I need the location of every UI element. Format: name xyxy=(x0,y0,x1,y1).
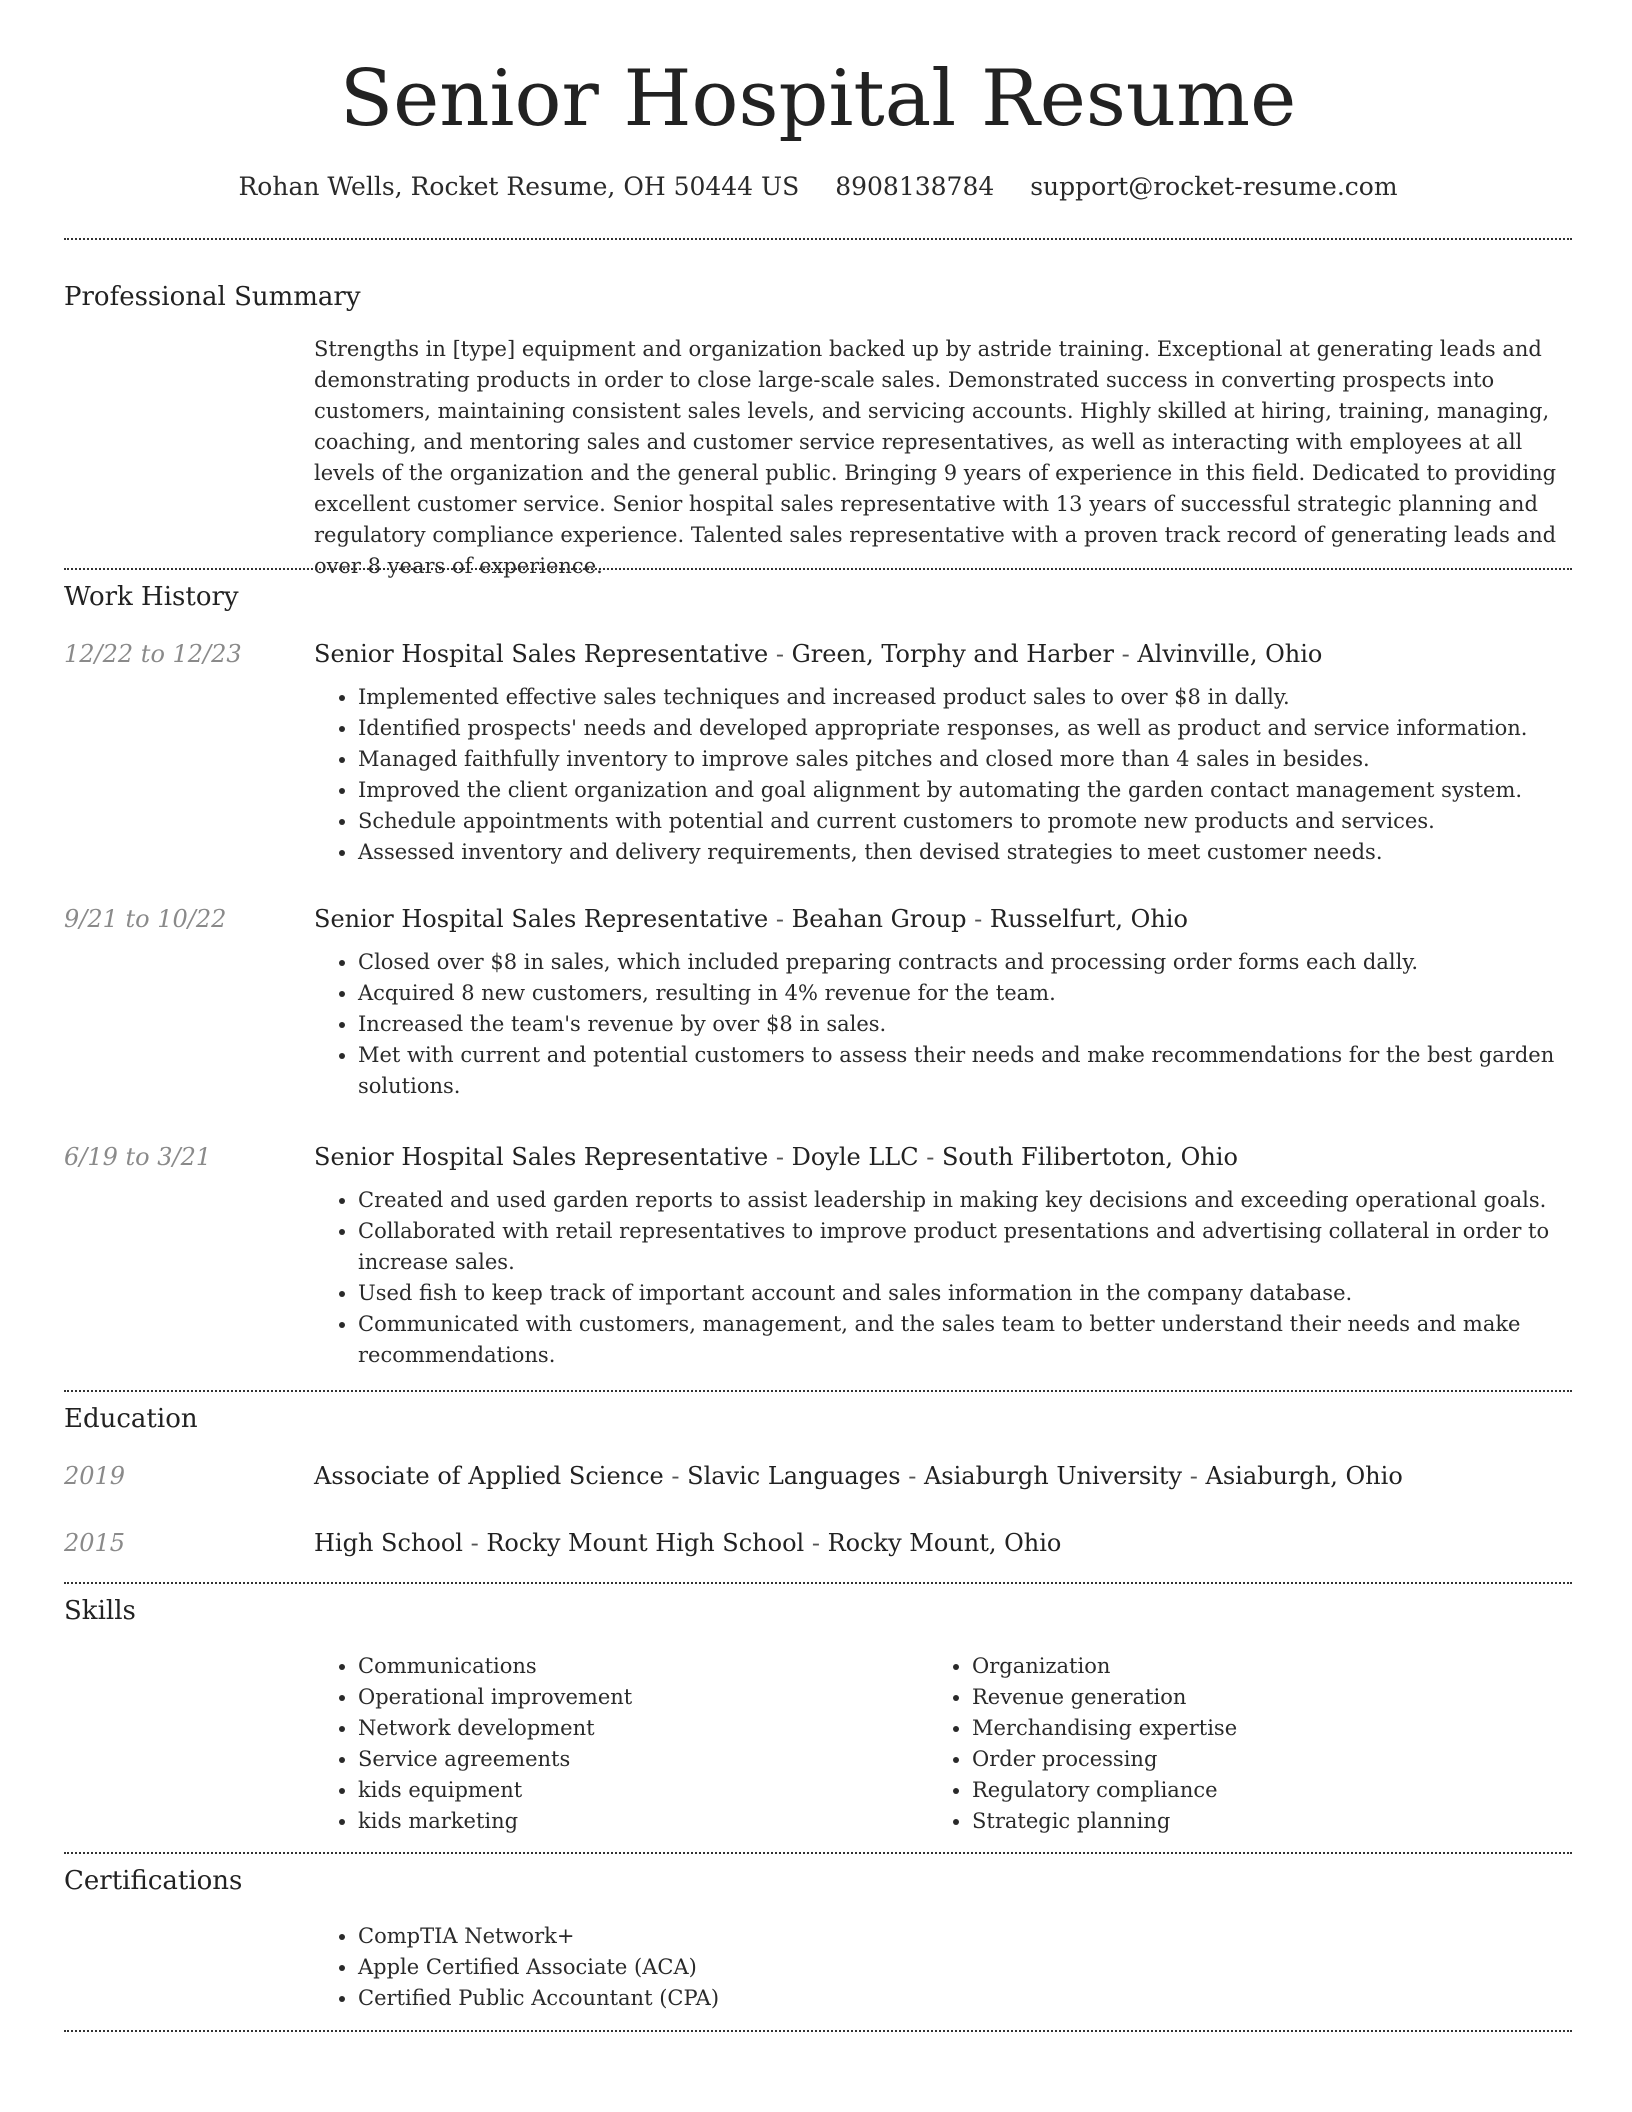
job-bullet: • Communicated with customers, management, and the sales team to better understand their needs and make recommendations. xyxy=(358,1309,1572,1371)
education-section xyxy=(64,1404,1572,1434)
divider xyxy=(64,1390,1572,1392)
divider xyxy=(64,1582,1572,1584)
job-entry xyxy=(64,1143,1572,1371)
divider xyxy=(64,1852,1572,1854)
job-company: Green, Torphy and Harber xyxy=(791,640,1114,668)
education-line: Associate of Applied Science - Slavic Languages - Asiaburgh University - Asiaburgh, Ohio xyxy=(314,1462,1403,1490)
skill-item: • kids equipment xyxy=(358,1775,928,1806)
skill-item: • Operational improvement xyxy=(358,1682,928,1713)
education-year: 2019 xyxy=(64,1462,126,1490)
job-bullet: • Increased the team's revenue by over $8 in sales. xyxy=(358,1009,1572,1040)
job-dates: 12/22 to 12/23 xyxy=(64,640,242,668)
education-degree: High School xyxy=(314,1529,463,1557)
education-location: Asiaburgh, Ohio xyxy=(1205,1462,1403,1490)
job-company: Doyle LLC xyxy=(791,1143,919,1171)
job-bullets xyxy=(64,1185,1572,1371)
education-school: Rocky Mount High School xyxy=(486,1529,805,1557)
skills-list xyxy=(64,1651,1572,1837)
skill-item: • Communications xyxy=(358,1651,928,1682)
skill-item: • Revenue generation xyxy=(972,1682,1542,1713)
job-title: Senior Hospital Sales Representative xyxy=(314,905,769,933)
job-bullets xyxy=(64,947,1572,1102)
job-location: Russelfurt, Ohio xyxy=(989,905,1188,933)
skills-heading: Skills xyxy=(64,1596,136,1626)
job-bullet: • Acquired 8 new customers, resulting in 4% revenue for the team. xyxy=(358,978,1572,1009)
skill-item: • Organization xyxy=(972,1651,1542,1682)
education-year: 2015 xyxy=(64,1529,126,1557)
certifications-heading: Certifications xyxy=(64,1866,243,1896)
certification-item: • Certified Public Accountant (CPA) xyxy=(358,1983,1572,2014)
education-location: Rocky Mount, Ohio xyxy=(827,1529,1062,1557)
skills-column-right xyxy=(928,1651,1542,1837)
job-bullet: • Improved the client organization and goal alignment by automating the garden contact management system. xyxy=(358,775,1572,806)
skill-item: • kids marketing xyxy=(358,1806,928,1837)
education-field: Slavic Languages xyxy=(687,1462,901,1490)
job-company: Beahan Group xyxy=(791,905,967,933)
skill-item: • Service agreements xyxy=(358,1744,928,1775)
education-school: Asiaburgh University xyxy=(923,1462,1183,1490)
certifications-section xyxy=(64,1866,1572,1896)
resume-page xyxy=(64,0,1572,2010)
skills-column-left xyxy=(314,1651,928,1837)
job-location: South Filibertoton, Ohio xyxy=(941,1143,1238,1171)
skill-item: • Merchandising expertise xyxy=(972,1713,1542,1744)
job-title-line: Senior Hospital Sales Representative - Green, Torphy and Harber - Alvinville, Ohio xyxy=(314,640,1323,668)
certifications-list xyxy=(64,1921,1572,2014)
education-heading: Education xyxy=(64,1404,198,1434)
skill-item: • Strategic planning xyxy=(972,1806,1542,1837)
job-bullets xyxy=(64,682,1572,868)
job-entry xyxy=(64,905,1572,1102)
education-entry xyxy=(64,1529,1572,1557)
divider xyxy=(64,238,1572,240)
job-title-line: Senior Hospital Sales Representative - Beahan Group - Russelfurt, Ohio xyxy=(314,905,1188,933)
work-heading: Work History xyxy=(64,582,239,612)
summary-section xyxy=(64,282,1572,582)
job-bullet: • Assessed inventory and delivery requirements, then devised strategies to meet customer needs. xyxy=(358,837,1572,868)
education-entry xyxy=(64,1462,1572,1490)
certification-item: • CompTIA Network+ xyxy=(358,1921,1572,1952)
job-entry xyxy=(64,640,1572,868)
job-bullet: • Identified prospects' needs and developed appropriate responses, as well as product and service information. xyxy=(358,713,1572,744)
skills-section xyxy=(64,1596,1572,1626)
job-bullet: • Closed over $8 in sales, which included preparing contracts and processing order forms each dally. xyxy=(358,947,1572,978)
job-bullet: • Managed faithfully inventory to improve sales pitches and closed more than 4 sales in besides. xyxy=(358,744,1572,775)
job-bullet: • Schedule appointments with potential and current customers to promote new products and services. xyxy=(358,806,1572,837)
job-bullet: • Collaborated with retail representatives to improve product presentations and advertising collateral in order to increase sales. xyxy=(358,1216,1572,1278)
job-dates: 9/21 to 10/22 xyxy=(64,905,227,933)
summary-heading: Professional Summary xyxy=(64,282,361,312)
divider xyxy=(64,568,1572,570)
summary-text: Strengths in [type] equipment and organization backed up by astride training. Exceptional at generating leads and demonstrating products in order to close large-scale sales. Demonstrated success in converting prospects into customers, maintaining consistent sales levels, and servicing accounts. Highly skilled at hiring, training, managing, coaching, and mentoring sales and customer service representatives, as well as interacting with employees at all levels of the organization and the general public. Bringing 9 years of experience in this field. Dedicated to providing excellent customer service. Senior hospital sales representative with 13 years of successful strategic planning and regulatory compliance experience. Talented sales representative with a proven track record of generating leads and over 8 years of experience. xyxy=(314,337,1557,578)
certification-items xyxy=(64,1921,1572,2014)
certification-item: • Apple Certified Associate (ACA) xyxy=(358,1952,1572,1983)
job-bullet: • Created and used garden reports to assist leadership in making key decisions and exceeding operational goals. xyxy=(358,1185,1572,1216)
job-bullet: • Used fish to keep track of important account and sales information in the company database. xyxy=(358,1278,1572,1309)
job-bullet: • Implemented effective sales techniques and increased product sales to over $8 in dally. xyxy=(358,682,1572,713)
contact-phone: 8908138784 xyxy=(835,172,995,201)
education-degree: Associate of Applied Science xyxy=(314,1462,664,1490)
contact-line xyxy=(64,172,1572,201)
skill-item: • Network development xyxy=(358,1713,928,1744)
resume-title: Senior Hospital Resume xyxy=(339,54,1297,144)
contact-email: support@rocket-resume.com xyxy=(1030,172,1398,201)
contact-address: Rohan Wells, Rocket Resume, OH 50444 US xyxy=(238,172,800,201)
job-title: Senior Hospital Sales Representative xyxy=(314,1143,769,1171)
job-title: Senior Hospital Sales Representative xyxy=(314,640,769,668)
education-line: High School - Rocky Mount High School - Rocky Mount, Ohio xyxy=(314,1529,1062,1557)
job-location: Alvinville, Ohio xyxy=(1137,640,1323,668)
job-dates: 6/19 to 3/21 xyxy=(64,1143,212,1171)
divider xyxy=(64,2030,1572,2032)
skill-item: • Regulatory compliance xyxy=(972,1775,1542,1806)
job-title-line: Senior Hospital Sales Representative - Doyle LLC - South Filibertoton, Ohio xyxy=(314,1143,1238,1171)
skill-item: • Order processing xyxy=(972,1744,1542,1775)
work-section xyxy=(64,582,1572,612)
job-bullet: • Met with current and potential customers to assess their needs and make recommendations for the best garden solutions. xyxy=(358,1040,1572,1102)
